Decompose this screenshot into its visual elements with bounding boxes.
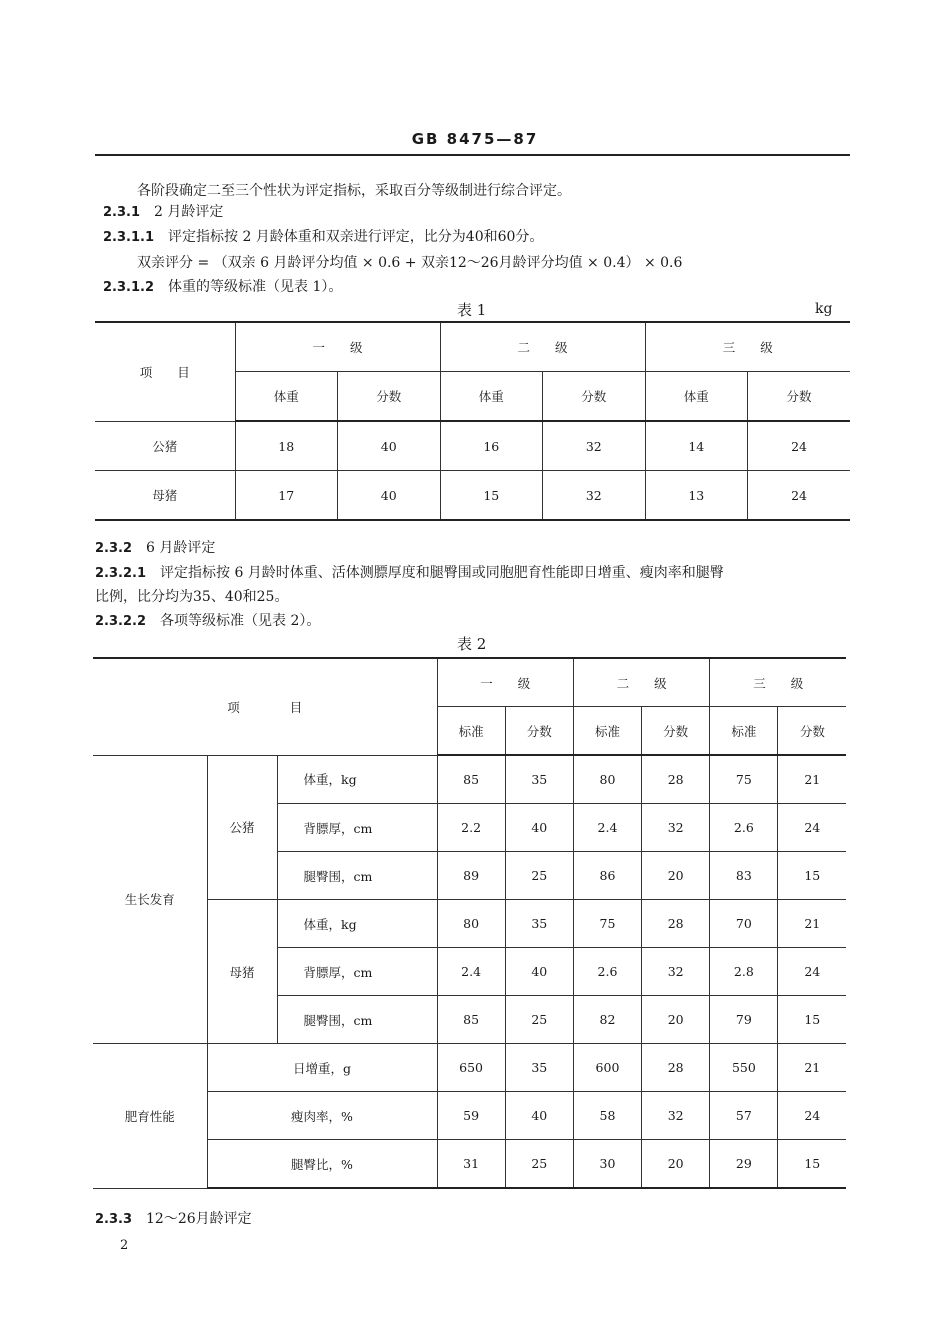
value-cell: 14 [645,421,748,471]
subheader-cell: 体重 [645,372,748,422]
value-cell: 80 [437,900,505,948]
formula: 双亲评分 = （双亲 6 月龄评分均值 × 0.6 + 双亲12～26月龄评分均值 × 0.4） × 0.6 [137,255,683,271]
subheader-cell: 分数 [338,372,441,422]
paragraph: 各阶段确定二至三个性状为评定指标，采取百分等级制进行综合评定。 [137,183,571,199]
value-cell: 24 [748,471,851,521]
subheader-cell: 分数 [543,372,646,422]
value-cell: 57 [710,1092,778,1140]
page-number: 2 [120,1238,129,1253]
category-label: 肥育性能 [93,1044,207,1189]
standard-header: GB 8475—87 [411,130,539,148]
value-cell: 79 [710,996,778,1044]
value-cell: 15 [778,1140,846,1189]
section-2-3-2: 2.3.2 6 月龄评定 [95,540,216,556]
value-cell: 89 [437,852,505,900]
grade-header: 三 级 [710,658,846,707]
table-row [95,471,850,521]
trait-label: 背膘厚，cm [277,804,437,852]
trait-label: 瘦肉率，% [207,1092,437,1140]
value-cell: 24 [778,948,846,996]
value-cell: 32 [543,471,646,521]
subheader-cell: 标准 [710,707,778,756]
value-cell: 24 [778,1092,846,1140]
grade-header: 二 级 [440,322,645,372]
trait-label: 腿臀比，% [207,1140,437,1189]
value-cell: 32 [642,804,710,852]
value-cell: 32 [642,1092,710,1140]
table-2 [93,657,846,1189]
value-cell: 40 [505,804,573,852]
value-cell: 85 [437,996,505,1044]
value-cell: 35 [505,900,573,948]
value-cell: 82 [573,996,641,1044]
value-cell: 28 [642,1044,710,1092]
subheader-cell: 分数 [748,372,851,422]
value-cell: 2.8 [710,948,778,996]
table1-unit: kg [815,301,833,317]
value-cell: 80 [573,755,641,804]
value-cell: 40 [338,471,441,521]
header-rule [95,154,850,156]
value-cell: 15 [778,852,846,900]
value-cell: 24 [748,421,851,471]
value-cell: 17 [235,471,338,521]
value-cell: 32 [642,948,710,996]
sex-label: 母猪 [207,900,277,1044]
grade-header: 一 级 [235,322,440,372]
value-cell: 2.2 [437,804,505,852]
value-cell: 31 [437,1140,505,1189]
grade-header: 三 级 [645,322,850,372]
category-label: 生长发育 [93,755,207,1044]
section-2-3-2-2: 2.3.2.2 各项等级标准（见表 2）。 [95,613,321,629]
value-cell: 70 [710,900,778,948]
value-cell: 550 [710,1044,778,1092]
value-cell: 59 [437,1092,505,1140]
trait-label: 日增重，g [207,1044,437,1092]
value-cell: 58 [573,1092,641,1140]
value-cell: 21 [778,755,846,804]
value-cell: 2.4 [573,804,641,852]
value-cell: 25 [505,996,573,1044]
subheader-cell: 标准 [573,707,641,756]
section-2-3-3: 2.3.3 12～26月龄评定 [95,1211,252,1227]
value-cell: 20 [642,852,710,900]
grade-header: 一 级 [437,658,573,707]
table2-caption: 表 2 [457,635,487,653]
value-cell: 32 [543,421,646,471]
sex-label: 公猪 [207,755,277,900]
subheader-cell: 分数 [642,707,710,756]
value-cell: 2.6 [710,804,778,852]
value-cell: 15 [778,996,846,1044]
value-cell: 25 [505,1140,573,1189]
row-label: 母猪 [95,471,235,521]
value-cell: 18 [235,421,338,471]
trait-label: 腿臀围，cm [277,852,437,900]
grade-header: 二 级 [573,658,709,707]
value-cell: 35 [505,1044,573,1092]
subheader-cell: 标准 [437,707,505,756]
item-header: 项 目 [93,658,437,755]
value-cell: 75 [710,755,778,804]
value-cell: 15 [440,471,543,521]
value-cell: 75 [573,900,641,948]
paragraph-continued: 比例，比分均为35、40和25。 [95,589,289,605]
trait-label: 背膘厚，cm [277,948,437,996]
subheader-cell: 分数 [505,707,573,756]
value-cell: 40 [338,421,441,471]
table-1 [95,321,850,521]
value-cell: 83 [710,852,778,900]
trait-label: 体重，kg [277,900,437,948]
subheader-cell: 体重 [235,372,338,422]
value-cell: 13 [645,471,748,521]
section-2-3-1-1: 2.3.1.1 评定指标按 2 月龄体重和双亲进行评定，比分为40和60分。 [103,229,544,245]
subheader-cell: 分数 [778,707,846,756]
row-label: 公猪 [95,421,235,471]
value-cell: 40 [505,1092,573,1140]
table-row [93,1044,846,1092]
section-2-3-2-1: 2.3.2.1 评定指标按 6 月龄时体重、活体测膘厚度和腿臀围或同胞肥育性能即日增重、瘦肉率和腿臀 [95,565,724,581]
value-cell: 20 [642,1140,710,1189]
value-cell: 21 [778,900,846,948]
value-cell: 2.4 [437,948,505,996]
table-row [93,755,846,804]
value-cell: 28 [642,900,710,948]
value-cell: 24 [778,804,846,852]
value-cell: 28 [642,755,710,804]
value-cell: 85 [437,755,505,804]
item-header: 项 目 [95,322,235,421]
table-row [95,421,850,471]
value-cell: 2.6 [573,948,641,996]
trait-label: 体重，kg [277,755,437,804]
trait-label: 腿臀围，cm [277,996,437,1044]
value-cell: 650 [437,1044,505,1092]
subheader-cell: 体重 [440,372,543,422]
value-cell: 40 [505,948,573,996]
value-cell: 21 [778,1044,846,1092]
value-cell: 20 [642,996,710,1044]
value-cell: 30 [573,1140,641,1189]
section-2-3-1-2: 2.3.1.2 体重的等级标准（见表 1）。 [103,279,343,295]
value-cell: 600 [573,1044,641,1092]
value-cell: 29 [710,1140,778,1189]
value-cell: 86 [573,852,641,900]
table1-caption: 表 1 [457,301,487,319]
section-2-3-1: 2.3.1 2 月龄评定 [103,204,224,220]
value-cell: 35 [505,755,573,804]
value-cell: 16 [440,421,543,471]
value-cell: 25 [505,852,573,900]
